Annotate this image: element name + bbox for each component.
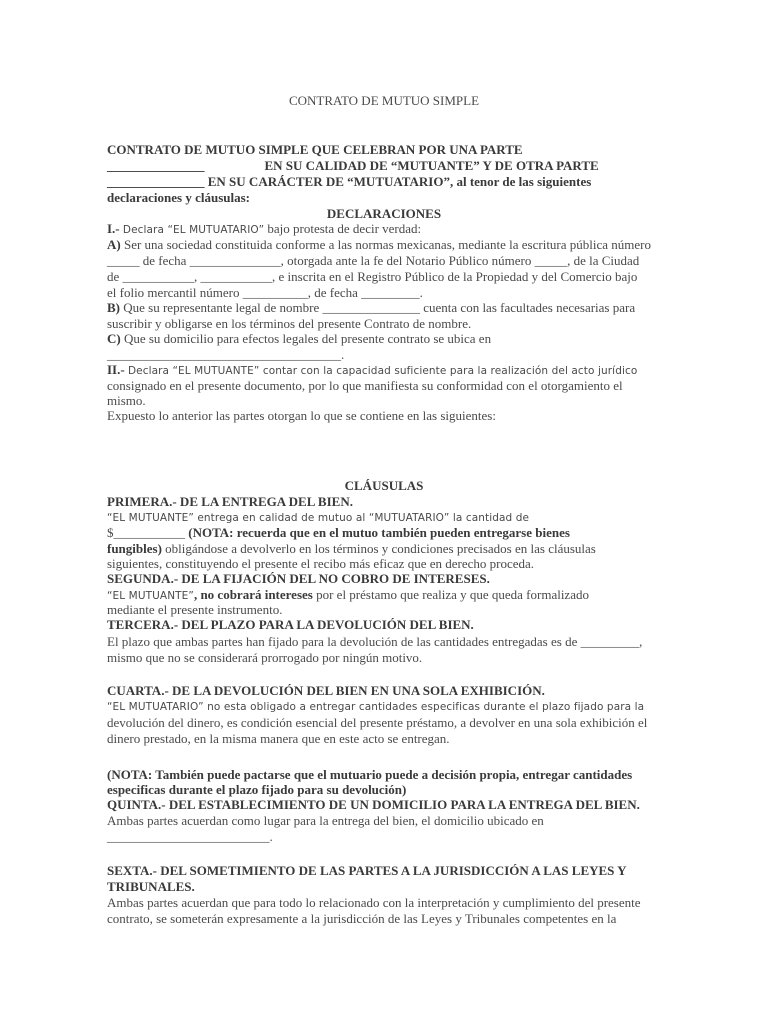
intro-l3-bold: _______________ EN SU CARÁCTER DE “MUTUATARIO”	[107, 174, 450, 189]
decl-b-label: B)	[107, 300, 120, 315]
decl-a-l1: Ser una sociedad constituida conforme a las normas mexicanas, mediante la escritura pública número	[123, 237, 652, 252]
intro-l2-text: EN SU CALIDAD DE “MUTUANTE” Y DE OTRA PARTE	[264, 158, 599, 173]
sexta-line-2: contrato, se someterán expresamente a la jurisdicción de las Leyes y Tribunales competentes en la	[107, 911, 617, 926]
decl-a-line-4: el folio mercantil número __________, de fecha _________.	[107, 285, 423, 300]
quinta-line-1: Ambas partes acuerdan como lugar para la entrega del bien, el domicilio ubicado en	[107, 813, 544, 828]
segunda-bold: , no cobrará intereses	[193, 587, 313, 602]
decl-a-label: A)	[107, 237, 121, 252]
intro-line-1: CONTRATO DE MUTUO SIMPLE QUE CELEBRAN POR UNA PARTE	[107, 142, 523, 157]
cuarta-line-3: dinero prestado, en la misma manera que en este acto se entregan.	[107, 731, 450, 746]
segunda-sans: “EL MUTUANTE”	[107, 590, 194, 602]
decl-i-rest: bajo protesta de decir verdad:	[267, 221, 422, 236]
document-title: CONTRATO DE MUTUO SIMPLE	[288, 93, 480, 108]
primera-line-4: siguientes, constituyendo el presente el recibo más eficaz que en derecho proceda.	[107, 556, 535, 571]
nota-line-1: (NOTA: También puede pactarse que el mutuario puede a decisión propia, entregar cantidades	[107, 767, 633, 782]
decl-a-line-2: _____ de fecha ______________, otorgada ante la fe del Notario Público número _____, de la Ciudad	[107, 253, 640, 268]
decl-c-l1: Que su domicilio para efectos legales del presente contrato se ubica en	[123, 331, 492, 346]
decl-ii-line-1	[107, 362, 637, 379]
quinta-line-2: _________________________.	[107, 829, 273, 844]
intro-line-3	[107, 174, 591, 190]
nota-line-2: especificas durante el plazo fijado para su devolución)	[107, 782, 407, 797]
primera-line-3	[107, 541, 596, 557]
decl-ii-label: II.-	[107, 362, 125, 377]
intro-line-4: declaraciones y cláusulas:	[107, 190, 250, 205]
decl-ii-line-2: consignado en el presente documento, por lo que manifiesta su conformidad con el otorgamiento el	[107, 378, 623, 393]
primera-l3-rest: obligándose a devolverlo en los términos y condiciones precisados en las cláusulas	[161, 541, 596, 556]
primera-heading: PRIMERA.- DE LA ENTREGA DEL BIEN.	[107, 494, 353, 509]
quinta-heading: QUINTA.- DEL ESTABLECIMIENTO DE UN DOMICILIO PARA LA ENTREGA DEL BIEN.	[107, 797, 640, 812]
blank-mutuante: _______________	[107, 158, 205, 173]
primera-nota: (NOTA: recuerda que en el mutuo también pueden entregarse bienes	[188, 525, 570, 540]
decl-i-sans: Declara “EL MUTUATARIO”	[122, 224, 265, 236]
tercera-line-1: El plazo que ambas partes han fijado para la devolución de las cantidades entregadas es de _________,	[107, 634, 643, 649]
decl-c-line-1	[107, 331, 491, 347]
segunda-line-2: mediante el presente instrumento.	[107, 602, 283, 617]
cuarta-line-2: devolución del dinero, es condición esencial del presente préstamo, a devolver en una sola exhibición el	[107, 715, 648, 730]
sexta-heading-2: TRIBUNALES.	[107, 879, 195, 894]
tercera-line-2: mismo que no se considerará prorrogado por ningún motivo.	[107, 650, 423, 665]
decl-ii-sans: Declara “EL MUTUANTE” contar con la capacidad suficiente para la realización del acto jurídico	[127, 365, 638, 377]
decl-c-label: C)	[107, 331, 121, 346]
decl-i-label: I.-	[107, 221, 120, 236]
decl-expuesto: Expuesto lo anterior las partes otorgan lo que se contiene en las siguientes:	[107, 408, 496, 423]
intro-line-2	[107, 158, 599, 174]
decl-b-l1: Que su representante legal de nombre _______________ cuenta con las facultades necesarias para	[123, 300, 636, 315]
primera-line-1: “EL MUTUANTE” entrega en calidad de mutuo al “MUTUATARIO” la cantidad de	[107, 512, 530, 524]
decl-b-line-1	[107, 300, 635, 316]
segunda-rest: por el préstamo que realiza y que queda formalizado	[312, 587, 589, 602]
decl-b-line-2: suscribir y obligarse en los términos del presente Contrato de nombre.	[107, 316, 472, 331]
cuarta-heading: CUARTA.- DE LA DEVOLUCIÓN DEL BIEN EN UNA SOLA EXHIBICIÓN.	[107, 683, 545, 698]
primera-fungibles: fungibles)	[107, 541, 162, 556]
primera-amount-blank: $___________	[107, 525, 189, 540]
primera-line-2	[107, 525, 570, 541]
tercera-heading: TERCERA.- DEL PLAZO PARA LA DEVOLUCIÓN DEL BIEN.	[107, 617, 474, 632]
decl-i-line	[107, 221, 421, 238]
sexta-heading-1: SEXTA.- DEL SOMETIMIENTO DE LAS PARTES A LA JURISDICCIÓN A LAS LEYES Y	[107, 863, 627, 878]
decl-c-line-2: ____________________________________.	[107, 347, 345, 362]
declaraciones-heading: DECLARACIONES	[326, 206, 442, 221]
cuarta-line-1: “EL MUTUATARIO” no esta obligado a entregar cantidades especificas durante el plazo fijado para la	[107, 701, 645, 713]
decl-ii-line-3: mismo.	[107, 393, 146, 408]
decl-a-line-3: de ___________, ___________, e inscrita en el Registro Público de la Propiedad y del Comercio bajo	[107, 269, 638, 284]
intro-l3-rest: , al tenor de las siguientes	[449, 174, 592, 189]
clausulas-heading: CLÁUSULAS	[344, 478, 424, 493]
segunda-heading: SEGUNDA.- DE LA FIJACIÓN DEL NO COBRO DE INTERESES.	[107, 571, 490, 586]
decl-a-line-1	[107, 237, 651, 253]
sexta-line-1: Ambas partes acuerdan que para todo lo relacionado con la interpretación y cumplimiento del presente	[107, 895, 641, 910]
